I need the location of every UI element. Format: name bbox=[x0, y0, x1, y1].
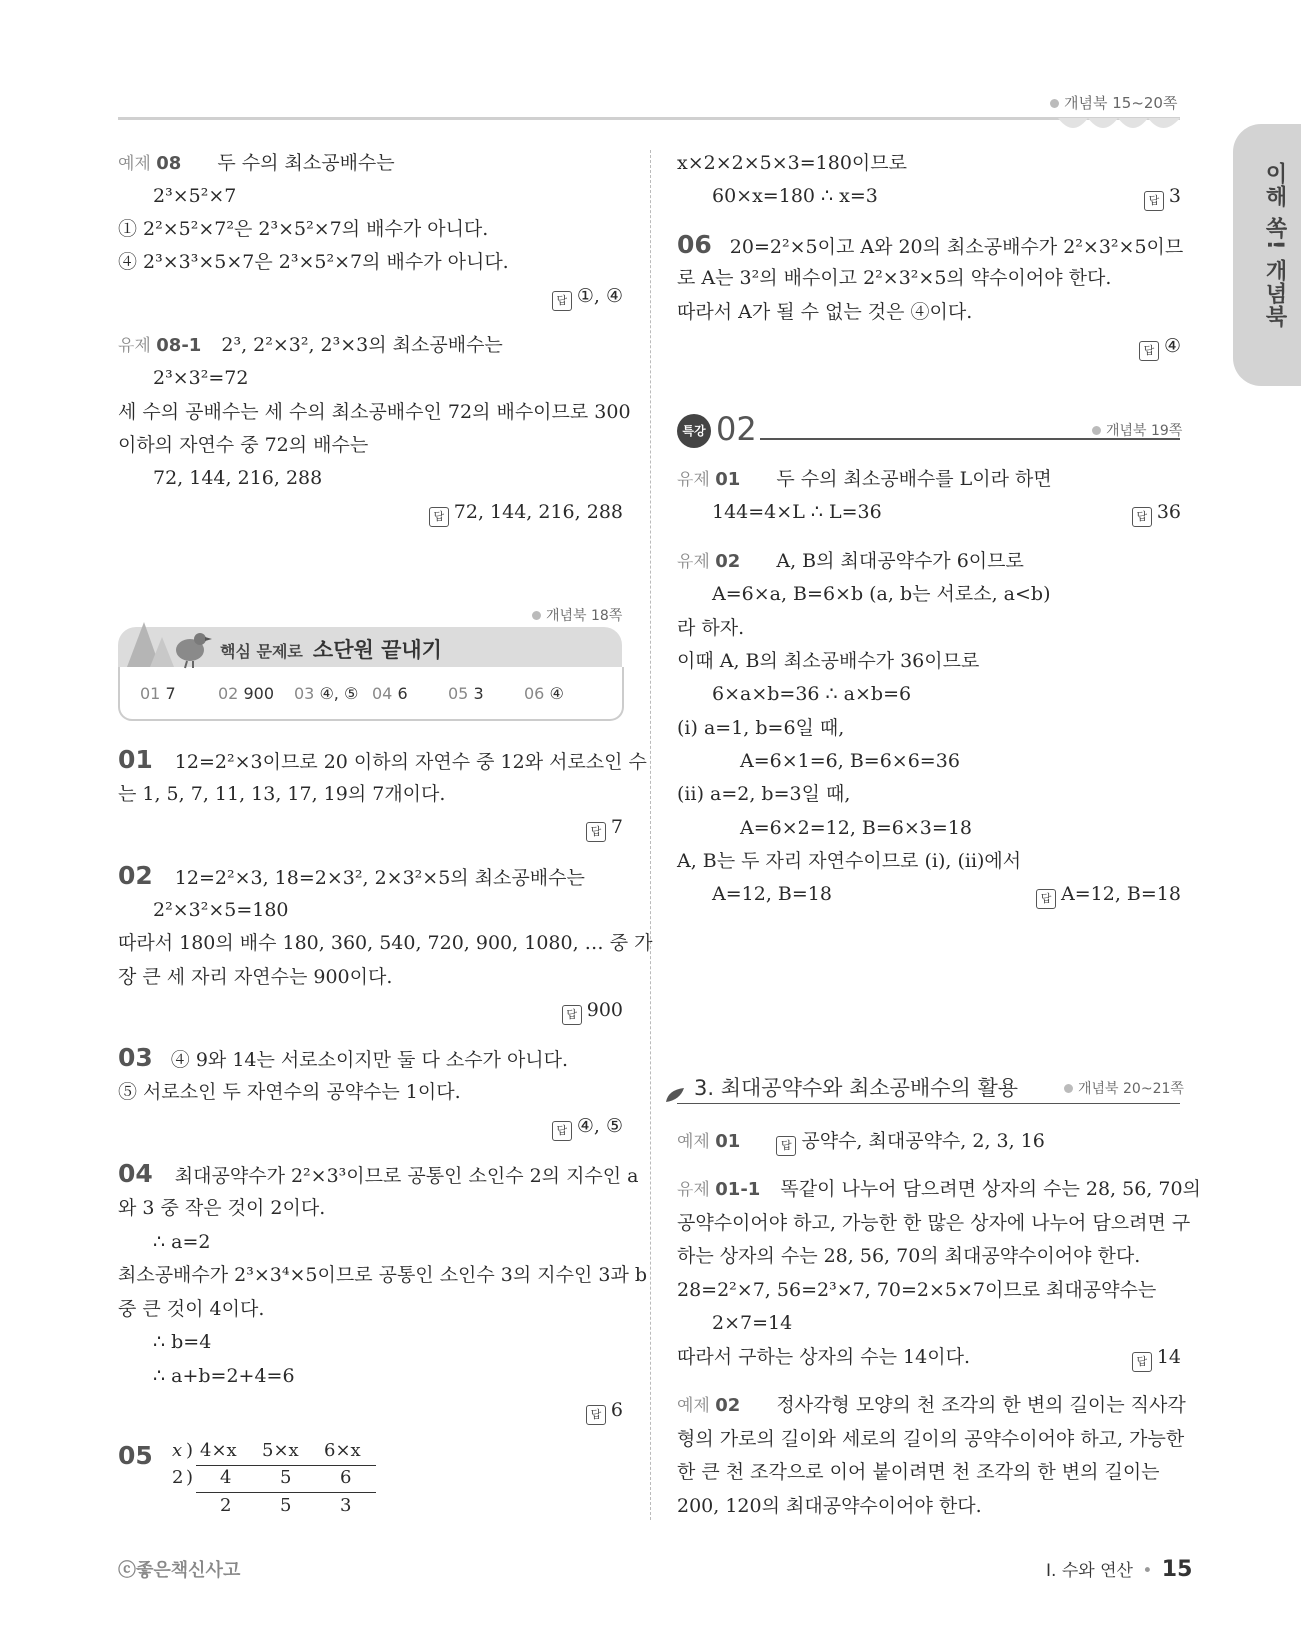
q01-1-line5: 2×7=14 bbox=[712, 1312, 793, 1334]
p05-cont-line1: x×2×2×5×3=180이므로 bbox=[677, 152, 907, 174]
p05-cont-line2: 60×x=180 ∴ x=3 bbox=[712, 185, 878, 207]
special-num: 02 bbox=[716, 410, 757, 448]
p06-answer: 답 ④ bbox=[1139, 332, 1181, 361]
q01-1-line3: 하는 상자의 수는 28, 56, 70의 최대공약수이어야 한다. bbox=[677, 1245, 1141, 1267]
p06-line2: 로 A는 3²의 배수이고 2²×3²×5의 약수이어야 한다. bbox=[677, 267, 1112, 289]
p04-line4: 최소공배수가 2³×3⁴×5이므로 공통인 소인수 3의 지수인 3과 b bbox=[118, 1264, 648, 1286]
p02-line2: 2²×3²×5=180 bbox=[153, 899, 289, 921]
p06-line3: 따라서 A가 될 수 없는 것은 ④이다. bbox=[677, 301, 973, 323]
leaf-icon bbox=[664, 1086, 686, 1104]
q01-1-line2: 공약수이어야 하고, 가능한 한 많은 상자에 나누어 담으려면 구 bbox=[677, 1212, 1191, 1234]
sq02-line2: A=6×a, B=6×b (a, b는 서로소, a<b) bbox=[712, 583, 1051, 605]
header-rule bbox=[118, 117, 1180, 120]
ex08-header bbox=[118, 149, 395, 178]
q08-1-line4: 이하의 자연수 중 72의 배수는 bbox=[118, 434, 369, 456]
sq02-line8: (ⅱ) a=2, b=3일 때, bbox=[677, 783, 851, 805]
p04-line3: ∴ a=2 bbox=[153, 1231, 211, 1253]
trees-bird-icon bbox=[122, 612, 212, 672]
core-answer-06: 06 ④ bbox=[524, 684, 564, 703]
core-page-ref: 개념북 18쪽 bbox=[532, 605, 622, 625]
sq01-answer: 답 36 bbox=[1132, 498, 1181, 527]
sq02-line11: A=12, B=18 bbox=[712, 883, 832, 905]
section3-page-ref: 개념북 20~21쪽 bbox=[1064, 1078, 1184, 1098]
header-page-ref: 개념북 15~20쪽 bbox=[1050, 92, 1177, 113]
p02-line3: 따라서 180의 배수 180, 360, 540, 720, 900, 1080, … 중 가 bbox=[118, 932, 653, 954]
p04-line6: ∴ b=4 bbox=[153, 1331, 212, 1353]
ex08-line3: ① 2²×5²×7²은 2³×5²×7의 배수가 아니다. bbox=[118, 218, 489, 240]
sq02-line6: (ⅰ) a=1, b=6일 때, bbox=[677, 717, 845, 739]
p05-division: x ) 4×x 5×x 6×x 2 ) 4 5 6 2 5 3 bbox=[172, 1440, 382, 1532]
ex08-line1: 두 수의 최소공배수는 bbox=[217, 152, 395, 174]
p04-line7: ∴ a+b=2+4=6 bbox=[153, 1365, 295, 1387]
core-answer-01: 01 7 bbox=[140, 684, 176, 703]
section3-title: 3. 최대공약수와 최소공배수의 활용 bbox=[694, 1076, 1019, 1100]
q08-1-line2: 2³×3²=72 bbox=[153, 367, 249, 389]
q01-1-line6: 따라서 구하는 상자의 수는 14이다. bbox=[677, 1346, 970, 1368]
q08-1-line5: 72, 144, 216, 288 bbox=[153, 467, 323, 489]
p03-line2: ⑤ 서로소인 두 자연수의 공약수는 1이다. bbox=[118, 1081, 461, 1103]
answer-mark-icon: 답 bbox=[776, 1136, 796, 1156]
sq02-header: 유제 02 A, B의 최대공약수가 6이므로 bbox=[677, 550, 1024, 572]
ex02-line2: 형의 가로의 길이와 세로의 길이의 공약수이어야 하고, 가능한 bbox=[677, 1428, 1185, 1450]
q08-1-answer: 답 72, 144, 216, 288 bbox=[429, 498, 623, 527]
sq01-header: 유제 01 두 수의 최소공배수를 L이라 하면 bbox=[677, 468, 1052, 490]
core-answer-04: 04 6 bbox=[372, 684, 408, 703]
core-answer-05: 05 3 bbox=[448, 684, 484, 703]
ex08-answer: 답 ①, ④ bbox=[552, 282, 623, 311]
sq02-line10: A, B는 두 자리 자연수이므로 (ⅰ), (ⅱ)에서 bbox=[677, 850, 1022, 872]
column-divider bbox=[650, 150, 651, 1520]
special-page-ref: 개념북 19쪽 bbox=[1092, 420, 1182, 440]
p05-answer: 답 3 bbox=[1144, 182, 1181, 211]
section3-rule bbox=[677, 1103, 1180, 1104]
p03-header: 03 ④ 9와 14는 서로소이지만 둘 다 소수가 아니다. bbox=[118, 1043, 569, 1072]
sq02-line9: A=6×2=12, B=6×3=18 bbox=[740, 817, 972, 839]
core-title: 핵심 문제로 소단원 끝내기 bbox=[220, 638, 442, 662]
ex01-header: 예제 01 답 공약수, 최대공약수, 2, 3, 16 bbox=[677, 1127, 1045, 1156]
ex02-line4: 200, 120의 최대공약수이어야 한다. bbox=[677, 1495, 982, 1517]
special-badge: 특강 bbox=[677, 414, 711, 448]
core-answer-02: 02 900 bbox=[218, 684, 274, 703]
p04-line2: 와 3 중 작은 것이 2이다. bbox=[118, 1197, 326, 1219]
q01-1-header: 유제 01-1 똑같이 나누어 담으려면 상자의 수는 28, 56, 70의 bbox=[677, 1178, 1201, 1200]
q01-1-answer: 답 14 bbox=[1132, 1343, 1181, 1372]
footer-section: Ⅰ. 수와 연산 • 15 bbox=[1046, 1557, 1193, 1582]
publisher-logo: ⓒ좋은책신사고 bbox=[118, 1560, 241, 1581]
sq02-line3: 라 하자. bbox=[677, 617, 745, 639]
core-answer-03: 03 ④, ⑤ bbox=[294, 684, 359, 703]
ex08-line4: ④ 2³×3³×5×7은 2³×5²×7의 배수가 아니다. bbox=[118, 251, 509, 273]
q08-1-line3: 세 수의 공배수는 세 수의 최소공배수인 72의 배수이므로 300 bbox=[118, 401, 631, 423]
side-tab-label: 이해 쏙! 개념북 bbox=[1262, 162, 1287, 329]
p04-header: 04 최대공약수가 2²×3³이므로 공통인 소인수 2의 지수인 a bbox=[118, 1159, 639, 1188]
q01-1-line4: 28=2²×7, 56=2³×7, 70=2×5×7이므로 최대공약수는 bbox=[677, 1279, 1157, 1301]
p06-header: 06 20=2²×5이고 A와 20의 최소공배수가 2²×3²×5이므 bbox=[677, 230, 1184, 259]
ex08-label: 예제 bbox=[118, 154, 151, 174]
p01-line2: 는 1, 5, 7, 11, 13, 17, 19의 7개이다. bbox=[118, 783, 446, 805]
p04-answer: 답 6 bbox=[586, 1396, 623, 1425]
ex08-line2: 2³×5²×7 bbox=[153, 185, 237, 207]
p01-answer: 답 7 bbox=[586, 813, 623, 842]
p03-answer: 답 ④, ⑤ bbox=[552, 1112, 623, 1141]
page-number: 15 bbox=[1161, 1557, 1193, 1582]
p01-header: 01 12=2²×3이므로 20 이하의 자연수 중 12와 서로소인 수 bbox=[118, 745, 647, 774]
sq02-line7: A=6×1=6, B=6×6=36 bbox=[740, 750, 960, 772]
p02-answer: 답 900 bbox=[562, 996, 623, 1025]
ex08-num: 08 bbox=[156, 153, 182, 174]
p02-line4: 장 큰 세 자리 자연수는 900이다. bbox=[118, 966, 393, 988]
sq02-line4: 이때 A, B의 최소공배수가 36이므로 bbox=[677, 650, 980, 672]
ex02-line3: 한 큰 천 조각으로 이어 붙이려면 천 조각의 한 변의 길이는 bbox=[677, 1461, 1160, 1483]
sq02-answer: 답 A=12, B=18 bbox=[1036, 880, 1181, 909]
p02-header: 02 12=2²×3, 18=2×3², 2×3²×5의 최소공배수는 bbox=[118, 861, 585, 890]
q08-1-header: 유제 08-1 2³, 2²×3², 2³×3의 최소공배수는 bbox=[118, 334, 503, 356]
sq02-line5: 6×a×b=36 ∴ a×b=6 bbox=[712, 683, 912, 705]
p05-num: 05 bbox=[118, 1441, 153, 1470]
ex02-header: 예제 02 정사각형 모양의 천 조각의 한 변의 길이는 직사각 bbox=[677, 1394, 1186, 1416]
sq01-line2: 144=4×L ∴ L=36 bbox=[712, 501, 882, 523]
answer-mark-icon: 답 bbox=[552, 291, 572, 311]
p04-line5: 중 큰 것이 4이다. bbox=[118, 1298, 265, 1320]
header-wave-decoration bbox=[1058, 118, 1180, 138]
